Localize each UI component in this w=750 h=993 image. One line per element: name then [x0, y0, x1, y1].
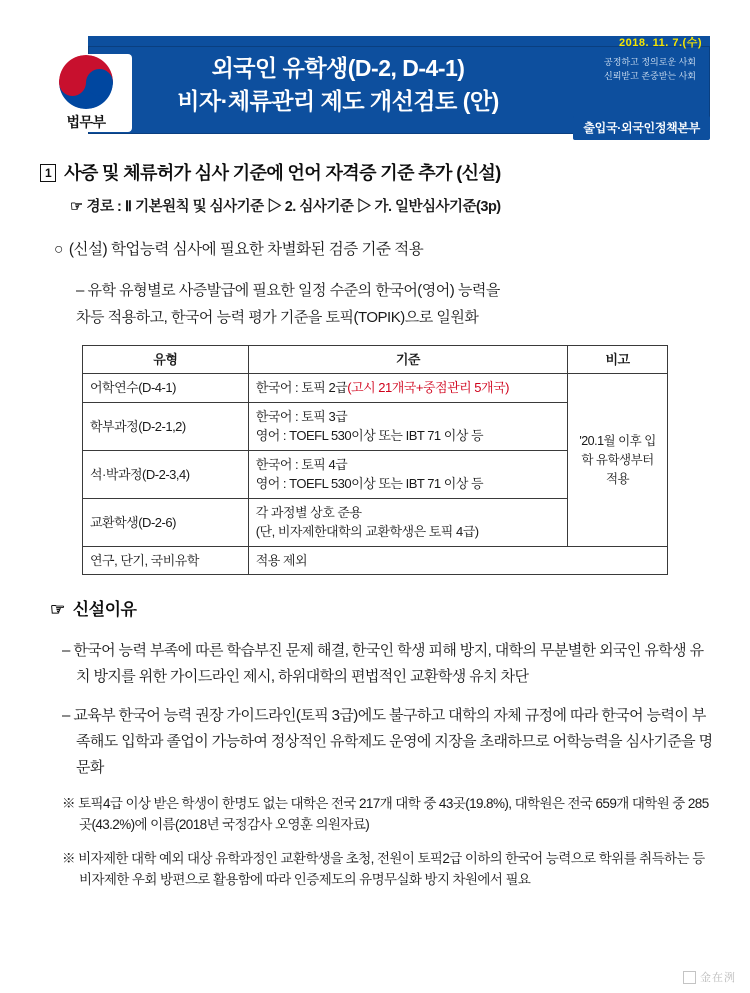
reason-note-text: 토픽4급 이상 받은 학생이 한명도 없는 대학은 전국 217개 대학 중 43곳(19.8%), 대학원은 전국 659개 대학원 중 285곳(43.2%)에 이름(2018년 국정감사 오영훈 의원자료)	[78, 795, 709, 833]
section-route-text: 경로 : Ⅱ 기본원칙 및 심사기준 ▷ 2. 심사기준 ▷ 가. 일반심사기준(3p)	[86, 198, 501, 215]
reason-item-text: 교육부 한국어 능력 권장 가이드라인(토픽 3급)에도 불구하고 대학의 자체 규정에 따라 한국어 능력이 부족해도 입학과 졸업이 가능하여 정상적인 유학제도 운영에 지장을 초래하므로 어학능력을 심사기준을 명문화	[73, 707, 713, 776]
cell-criteria-plain: 한국어 : 토픽 4급	[255, 456, 348, 472]
pointer-icon: ☞	[50, 600, 65, 620]
reference-mark-icon: ※	[62, 795, 79, 811]
table-header-row	[83, 345, 668, 374]
cell-criteria	[248, 498, 567, 546]
bullet-new-rule	[54, 238, 714, 262]
watermark-box-icon	[683, 971, 696, 984]
header-slogan	[604, 56, 696, 83]
table-row	[83, 546, 668, 575]
reason-heading-text: 신설이유	[72, 600, 137, 620]
cell-criteria-line2: 영어 : TOEFL 530이상 또는 IBT 71 이상 등	[255, 476, 484, 492]
document-title-line2: 비자·체류관리 제도 개선검토 (안)	[177, 87, 499, 114]
cell-type: 연구, 단기, 국비유학	[83, 546, 249, 575]
reference-mark-icon: ※	[62, 850, 79, 866]
watermark-text: 金在洌	[700, 972, 736, 984]
cell-criteria-line2: (단, 비자제한대학의 교환학생은 토픽 4급)	[255, 524, 479, 540]
section-route	[70, 196, 714, 218]
cell-criteria-plain: 한국어 : 토픽 3급	[255, 408, 348, 424]
header-title-block	[148, 54, 528, 116]
dash-bullet-icon: –	[62, 641, 74, 659]
cell-criteria-plain: 각 과정별 상호 준용	[255, 504, 362, 520]
reason-item-text: 한국어 능력 부족에 따른 학습부진 문제 해결, 한국인 학생 피해 방지, 대학의 무분별한 외국인 유학생 유치 방지를 위한 가이드라인 제시, 하위대학의 편법적인 교환학생 유치 차단	[73, 641, 704, 685]
bullet-detail-line1	[76, 278, 714, 304]
watermark	[683, 969, 736, 985]
cell-criteria-line2: 영어 : TOEFL 530이상 또는 IBT 71 이상 등	[255, 428, 484, 444]
reason-note-text: 비자제한 대학 예외 대상 유학과정인 교환학생을 초청, 전원이 토픽2급 이하의 한국어 능력으로 학위를 취득하는 등 비자제한 우회 방편으로 활용함에 따라 인증제도의 유명무실화 방지 차원에서 필요	[78, 850, 705, 888]
criteria-table	[82, 345, 668, 576]
section-title-text: 사증 및 체류허가 심사 기준에 언어 자격증 기준 추가 (신설)	[64, 163, 501, 183]
dash-bullet-icon: –	[62, 707, 74, 725]
section-number: 1	[40, 164, 56, 182]
reason-item	[62, 638, 714, 690]
circle-bullet-icon: ○	[54, 241, 63, 259]
ministry-emblem	[40, 54, 132, 132]
table-header-criteria: 기준	[248, 345, 567, 374]
table-header-type: 유형	[83, 345, 249, 374]
pointer-icon: ☞	[70, 198, 83, 215]
dash-bullet-icon: –	[76, 282, 88, 300]
header-slogan-line2: 신뢰받고 존중받는 사회	[604, 70, 696, 81]
document-title-line1: 외국인 유학생(D-2, D-4-1)	[211, 55, 465, 81]
cell-type: 교환학생(D-2-6)	[83, 498, 249, 546]
reason-item	[62, 703, 714, 780]
cell-note: '20.1월 이후 입학 유학생부터 적용	[568, 374, 668, 547]
bullet-detail-line2	[76, 305, 714, 331]
cell-criteria	[248, 374, 567, 403]
document-header	[40, 36, 710, 136]
bullet-detail-text2: 차등 적용하고, 한국어 능력 평가 기준을 토픽(TOPIK)으로 일원화	[76, 308, 479, 326]
cell-criteria: 적용 제외	[248, 546, 667, 575]
cell-criteria-highlight: (고시 21개국+중점관리 5개국)	[347, 380, 509, 396]
header-slogan-line1: 공정하고 정의로운 사회	[604, 57, 696, 67]
header-organization: 출입국·외국인정책본부	[573, 116, 710, 140]
bullet-detail-text1: 유학 유형별로 사증발급에 필요한 일정 수준의 한국어(영어) 능력을	[87, 282, 500, 300]
taegeuk-icon	[58, 54, 114, 110]
section-title	[40, 160, 714, 188]
cell-type: 어학연수(D-4-1)	[83, 374, 249, 403]
bullet-new-rule-text: (신설) 학업능력 심사에 필요한 차별화된 검증 기준 적용	[68, 241, 424, 259]
cell-criteria-plain: 한국어 : 토픽 2급	[255, 380, 348, 396]
table-header-note: 비고	[568, 345, 668, 374]
reason-note	[62, 848, 714, 891]
reason-heading	[50, 597, 714, 623]
emblem-label: 법무부	[66, 114, 106, 130]
table-row	[83, 374, 668, 403]
cell-criteria	[248, 450, 567, 498]
header-date: 2018. 11. 7.(수)	[619, 37, 702, 49]
reason-note	[62, 793, 714, 836]
cell-criteria	[248, 402, 567, 450]
document-body	[0, 160, 750, 891]
cell-type: 학부과정(D-2-1,2)	[83, 402, 249, 450]
cell-type: 석·박과정(D-2-3,4)	[83, 450, 249, 498]
